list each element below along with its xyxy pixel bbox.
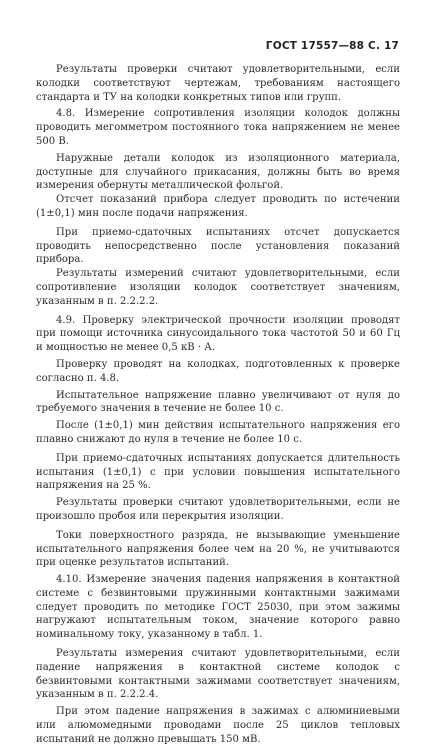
document-body bbox=[36, 63, 400, 747]
paragraph: Результаты измерений считают удовлетворительными, если сопротивление изоляции колодок соответствует значениям, указанным в п. 2.2.2.2. bbox=[36, 268, 400, 307]
paragraph: При приемо-сдаточных испытаниях допускается длительность испытания (1±0,1) с при условии повышения испытательного напряжения на 25 %. bbox=[36, 452, 400, 492]
paragraph: Испытательное напряжение плавно увеличивают от нуля до требуемого значения в течение не более 10 с. bbox=[36, 389, 400, 415]
paragraph: 4.9. Проверку электрической прочности изоляции проводят при помощи источника синусоидального тока частотой 50 и 60 Гц и мощностью не менее 0,5 кВ · А. bbox=[36, 314, 400, 354]
paragraph: При приемо-сдаточных испытаниях отсчет допускается проводить непосредственно после установления показаний прибора. bbox=[36, 226, 400, 266]
paragraph: 4.10. Измерение значения падения напряжения в контактной системе с безвинтовыми пружинными контактными зажимами следует проводить по методике ГОСТ 25030, при этом зажимы нагружают испытательным током, значение которого равно номинальному току, указанному в табл. 1. bbox=[36, 574, 400, 641]
paragraph: 4.8. Измерение сопротивления изоляции колодок должны проводить мегомметром постоянного тока напряжением не менее 500 В. bbox=[36, 108, 400, 147]
paragraph: Результаты проверки считают удовлетворительными, если не произошло пробоя или перекрытия изоляции. bbox=[36, 497, 400, 522]
page-header: ГОСТ 17557—88 С. 17 bbox=[265, 40, 399, 52]
paragraph: Токи поверхностного разряда, не вызывающие уменьшение испытательного напряжения более чем на 20 %, не учитываются при оценке результатов испытаний. bbox=[36, 529, 400, 569]
paragraph: При этом падение напряжения в зажимах с алюминиевыми или алюмомедными проводами после 25 циклов тепловых испытаний не должно превышать 150 мВ. bbox=[36, 706, 400, 745]
paragraph: Проверку проводят на колодках, подготовленных к проверке согласно п. 4.8. bbox=[36, 358, 400, 384]
paragraph: Отсчет показаний прибора следует проводить по истечении (1±0,1) мин после подачи напряжения. bbox=[36, 194, 400, 219]
paragraph: Результаты измерения считают удовлетворительными, если падение напряжения в контактной системе колодок с безвинтовыми контактными зажимами соответствует значениям, указанным в п. 2.2.2.4. bbox=[36, 648, 400, 701]
paragraph: Результаты проверки считают удовлетворительными, если колодки соответствуют чертежам, требованиям настоящего стандарта и ТУ на колодки конкретных типов или групп. bbox=[36, 64, 400, 103]
paragraph: Наружные детали колодок из изоляционного материала, доступные для случайного прикасания, должны быть во время измерения обернуты металлической фольгой. bbox=[36, 152, 400, 192]
paragraph: После (1±0,1) мин действия испытательного напряжения его плавно снижают до нуля в течение не более 10 с. bbox=[36, 420, 400, 445]
